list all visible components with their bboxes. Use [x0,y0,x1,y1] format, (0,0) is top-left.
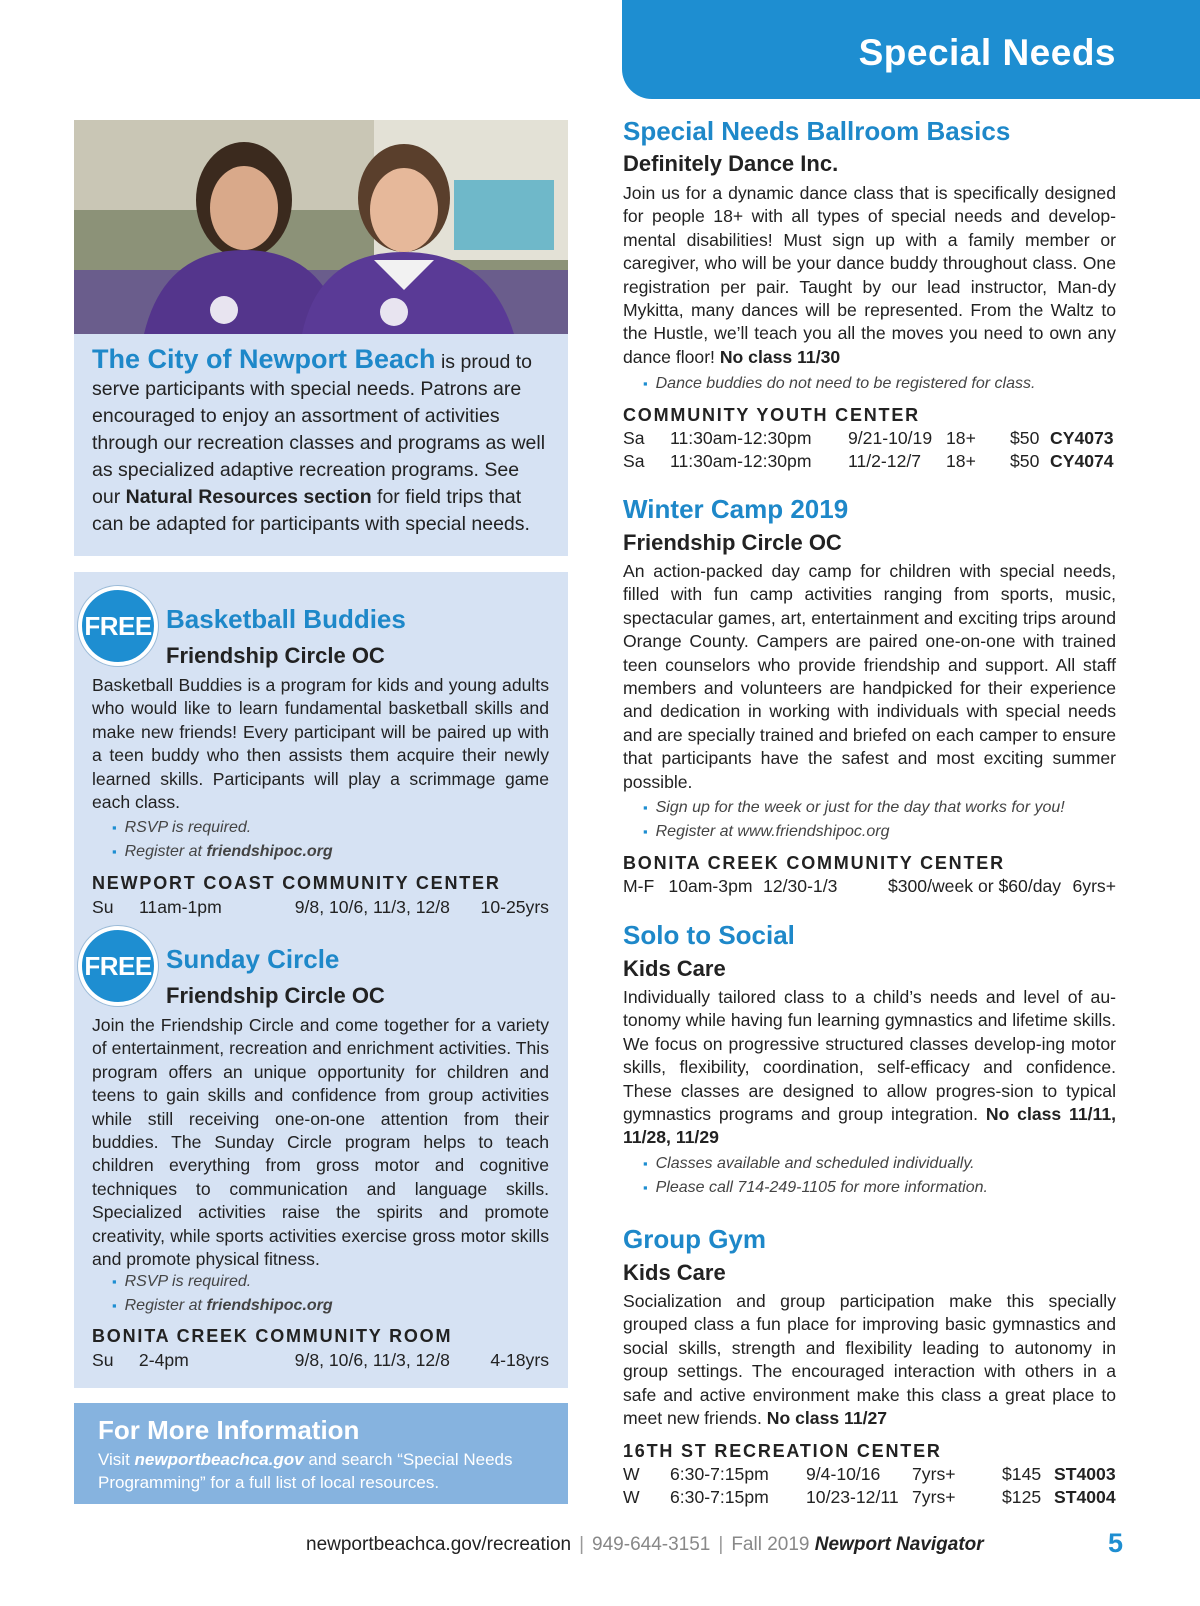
footer-url[interactable]: newportbeachca.gov/recreation [306,1534,572,1555]
basketball-org: Friendship Circle OC [166,643,385,668]
basketball-title: Basketball Buddies [166,604,406,634]
winter-camp-title: Winter Camp 2019 [623,494,849,524]
winter-camp-org: Friendship Circle OC [623,530,842,555]
sunday-circle-schedule [92,1350,549,1371]
sunday-circle-location: BONITA CREEK COMMUNITY ROOM [92,1326,453,1346]
list-item: ▪ Dance buddies do not need to be registered for class. [643,372,1113,396]
solo-to-social-notes [643,1152,1113,1199]
winter-camp-description: An action-packed day camp for children with special needs, filled with fun camp activities ranging from sports, music, spectacular games, art, entertainment and exciting trips around Orange County. Campers are paired one-on-one with trained teen counselors who provide friendship and support. All staff members and volunteers are handpicked for their experience and dedication in working with individuals with special needs and are specially trained and briefed on each camper to ensure that participants have the safest and most exciting summer possible. [623,561,1116,792]
schedule-time: 11am-1pm [138,897,222,917]
solo-no-class: No class 11/11, 11/28, 11/29 [623,1104,1117,1148]
free-badge: FREE [78,586,158,666]
ballroom-title: Special Needs Ballroom Basics [623,116,1011,146]
participants-photo [74,120,568,334]
intro-paragraph [92,346,550,538]
footer-publication: Newport Navigator [814,1534,984,1555]
section-title: Special Needs [858,32,1116,73]
winter-camp-schedule: M-F 10am-3pm 12/30-1/3 $300/week or $60/day 6yrs+ [623,876,1116,896]
page-number: 5 [1108,1528,1124,1558]
solo-to-social-title: Solo to Social [623,920,795,950]
footer-season: Fall 2019 [731,1534,810,1555]
ballroom-no-class: No class 11/30 [719,346,841,367]
more-info-panel [74,1403,568,1504]
section-header-tab [622,0,1200,99]
basketball-description: Basketball Buddies is a program for kids and young adults who would like to learn fundamental basketball skills and make new friends! Every participant will be paired up with a teen buddy who then assists them acquire their newly learned skills. Participants will play a scrimmage game each class. [92,675,549,813]
photo-illustration [74,120,568,334]
gym-no-class: No class 11/27 [766,1408,888,1429]
winter-camp-notes [643,796,1113,843]
list-item: ▪ Register at friendshipoc.org [112,840,552,864]
schedule-dates: 9/8, 10/6, 11/3, 12/8 [294,1350,450,1370]
sunday-circle-notes [112,1270,552,1317]
list-item: ▪ Please call 714-249-1105 for more information. [643,1176,1113,1200]
group-gym-title: Group Gym [623,1224,767,1254]
group-gym-description: Socialization and group participation make this specially grouped class a fun place for improving basic gymnastics and social skills, strength and flexibility leading to autonomy in group settings. The encouraged interaction with others in a safe and active environment make this class a great place to meet new friends. No class 11/27 [623,1291,1116,1429]
list-item: ▪ Register at www.friendshipoc.org [643,820,1113,844]
list-item: ▪ Register at friendshipoc.org [112,1294,552,1318]
ballroom-location: COMMUNITY YOUTH CENTER [623,405,920,425]
schedule-time: 2-4pm [138,1350,189,1370]
sunday-circle-title: Sunday Circle [166,944,340,974]
intro-panel [74,334,568,556]
footer-phone: 949-644-3151 [592,1534,711,1555]
intro-heading: The City of Newport Beach [92,344,436,374]
table-row: Sa 11:30am-12:30pm 9/21-10/19 18+ $50 CY4073 [623,428,1114,448]
schedule-ages: 4-18yrs [490,1350,549,1370]
table-row: W 6:30-7:15pm 10/23-12/11 7yrs+ $125 ST4004 [623,1487,1116,1507]
schedule-ages: 10-25yrs [480,897,549,917]
ballroom-org: Definitely Dance Inc. [623,151,839,176]
intro-text-2: for field trips that can be adapted for participants with special needs. [92,486,530,535]
friendshipoc-link[interactable]: friendshipoc.org [206,1296,333,1314]
schedule-day: Su [92,1350,114,1370]
group-gym-location: 16TH ST RECREATION CENTER [623,1441,942,1461]
more-info-text: Visit newportbeachca.gov and search “Special Needs Programming” for a full list of local resources. [98,1450,513,1492]
ballroom-notes [643,372,1113,396]
ballroom-description: Join us for a dynamic dance class that is specifically designed for people 18+ with all types of special needs and develop-mental disabilities! Must sign up with a family member or caregiver, who will be your dance buddy throughout class. One registration per pair. Taught by our lead instructor, Man-dy Mykitta, many dances will be represented. From the Waltz to the Hustle, we’ll teach you all the moves you need to own any dance floor! No class 11/30 [623,183,1116,367]
solo-to-social-org: Kids Care [623,956,726,981]
list-item: ▪ RSVP is required. [112,816,552,840]
intro-text-1: is proud to serve participants with special needs. Patrons are encouraged to enjoy an assortment of activities through our recreation classes and programs as well as specialized adaptive recreation programs. See our [92,351,546,508]
page-footer: newportbeachca.gov/recreation | 949-644-3151 | Fall 2019 Newport Navigator [306,1534,984,1555]
basketball-notes [112,816,552,863]
winter-camp-location: BONITA CREEK COMMUNITY CENTER [623,853,1005,873]
table-row: W 6:30-7:15pm 9/4-10/16 7yrs+ $145 ST4003 [623,1464,1116,1484]
schedule-day: Su [92,897,114,917]
natural-resources-link: Natural Resources section [125,486,372,508]
friendshipoc-link[interactable]: friendshipoc.org [206,842,333,860]
group-gym-org: Kids Care [623,1260,726,1285]
list-item: ▪ RSVP is required. [112,1270,552,1294]
list-item: ▪ Classes available and scheduled individually. [643,1152,1113,1176]
list-item: ▪ Sign up for the week or just for the day that works for you! [643,796,1113,820]
basketball-schedule [92,897,549,918]
table-row: Sa 11:30am-12:30pm 11/2-12/7 18+ $50 CY4074 [623,451,1114,471]
newportbeach-link[interactable]: newportbeachca.gov [134,1450,304,1469]
more-info-title: For More Information [98,1415,360,1445]
free-badge: FREE [78,926,158,1006]
basketball-location: NEWPORT COAST COMMUNITY CENTER [92,873,501,893]
solo-to-social-description: Individually tailored class to a child’s needs and level of au-tonomy while having fun learning gymnastics and lifetime skills. We focus on progressive structured classes develop-ing motor skills, flexibility, coordination, self-efficacy and confidence. These classes are designed to allow progres-sion to typical gymnastics programs and group integration. No class 11/11, 11/28, 11/29 [623,987,1117,1148]
sunday-circle-description: Join the Friendship Circle and come together for a variety of entertainment, recreation and enrichment activities. This program offers an unique opportunity for children and teens to gain skills and confidence from group activities while still receiving one-on-one attention from their buddies. The Sunday Circle program helps to teach children everything from gross motor and cognitive techniques to communication and language skills. Specialized activities raise the spirits and promote creativity, while sports activities exercise gross motor skills and promote physical fitness. [92,1015,549,1270]
schedule-dates: 9/8, 10/6, 11/3, 12/8 [294,897,450,917]
sunday-circle-org: Friendship Circle OC [166,983,385,1008]
